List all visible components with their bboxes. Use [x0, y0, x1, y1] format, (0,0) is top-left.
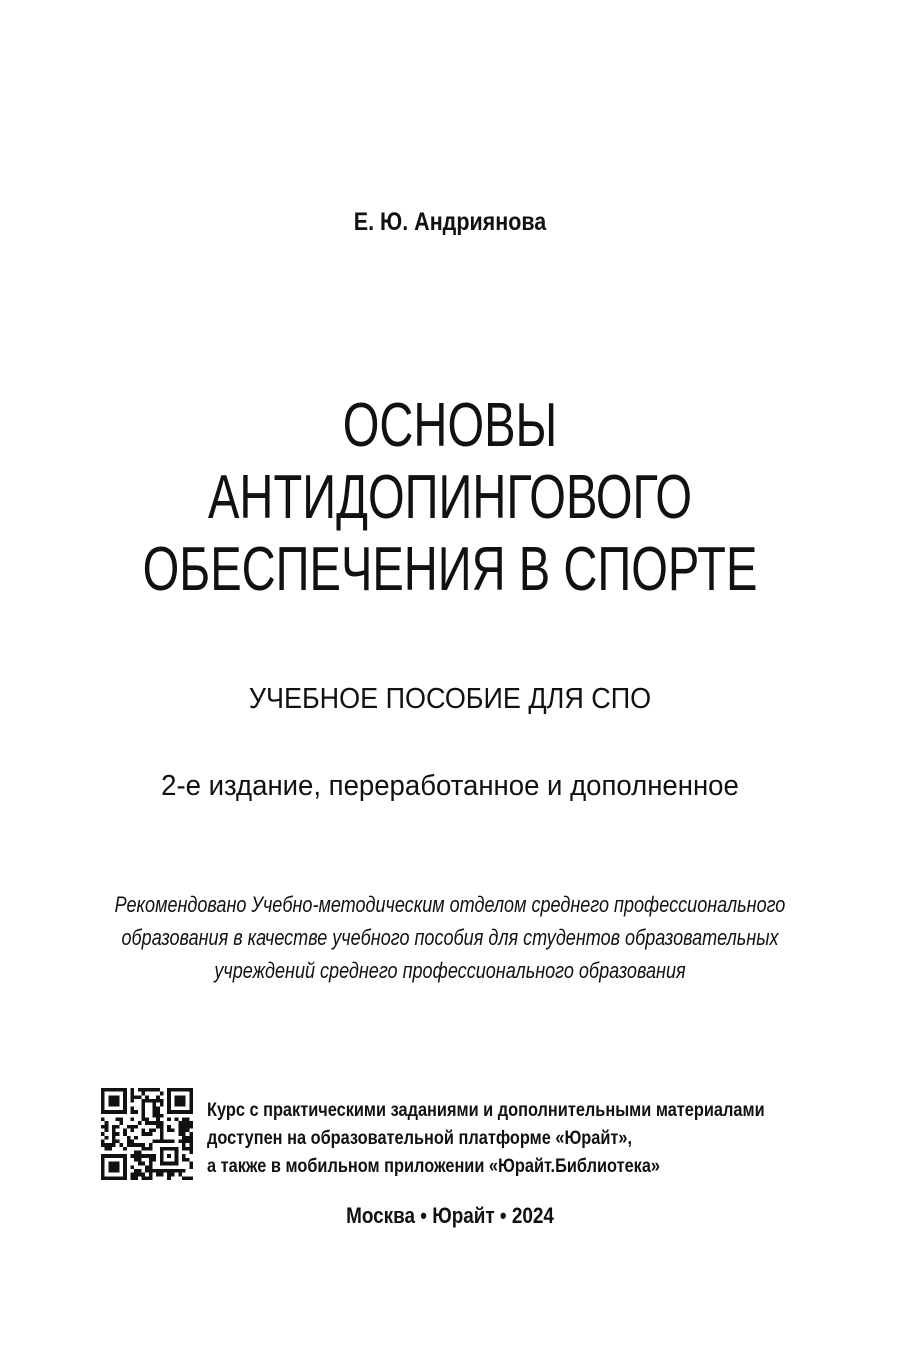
course-info [207, 1097, 765, 1181]
qr-code-icon [101, 1088, 193, 1180]
recommendation-line-1: Рекомендовано Учебно-методическим отделом среднего профессионального [114, 892, 786, 917]
course-info-line-3: а также в мобильном приложении «Юрайт.Библиотека» [207, 1156, 661, 1177]
course-info-line-2: доступен на образовательной платформе «Юрайт», [207, 1128, 633, 1149]
recommendation-line-2: образования в качестве учебного пособия для студентов образовательных [121, 925, 779, 950]
course-info-line-1: Курс с практическими заданиями и дополнительными материалами [207, 1100, 765, 1121]
book-type: УЧЕБНОЕ ПОСОБИЕ ДЛЯ СПО [248, 683, 652, 715]
book-title [108, 390, 792, 606]
publisher-imprint: Москва • Юрайт • 2024 [346, 1203, 554, 1228]
author-name: Е. Ю. Андриянова [353, 208, 547, 236]
edition-info: 2-е издание, переработанное и дополненное [161, 770, 739, 802]
book-title-line-1: ОСНОВЫ АНТИДОПИНГОВОГО [207, 391, 693, 532]
book-title-line-2: ОБЕСПЕЧЕНИЯ В СПОРТЕ [142, 535, 758, 604]
recommendation-line-3: учреждений среднего профессионального образования [214, 958, 686, 983]
recommendation-text [81, 888, 819, 987]
